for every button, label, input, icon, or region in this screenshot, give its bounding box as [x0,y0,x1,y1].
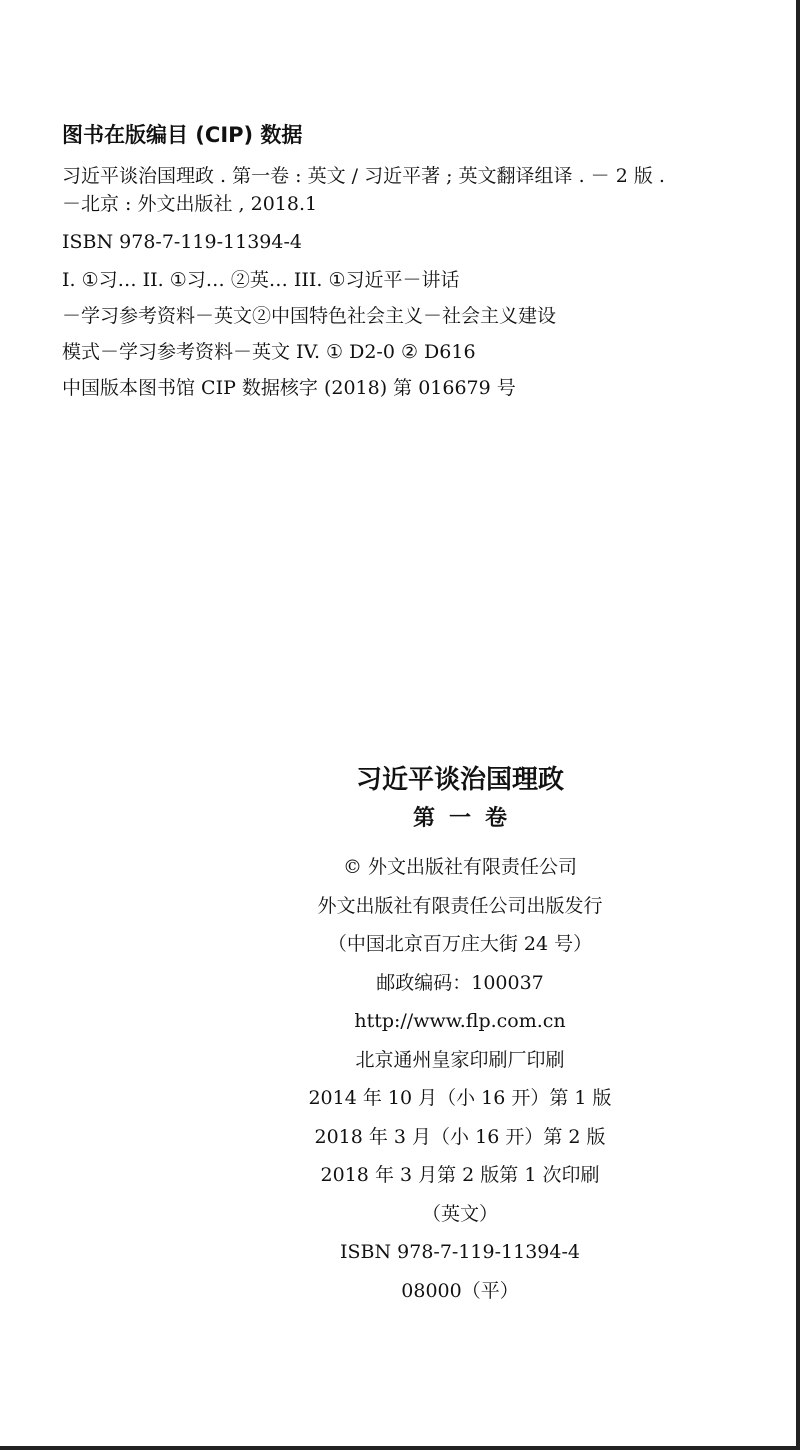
isbn-line: ISBN 978-7-119-11394-4 [340,1241,580,1263]
copyright-holder: © 外文出版社有限责任公司 [342,856,578,878]
printer: 北京通州皇家印刷厂印刷 [355,1048,565,1071]
first-edition-line: 2014 年 10 月（小 16 开）第 1 版 [308,1087,612,1109]
cip-isbn-line: ISBN 978-7-119-11394-4 [62,231,302,253]
cip-publisher-line: －北京 : 外文出版社 , 2018.1 [62,193,318,215]
cip-subject-line-2: －学习参考资料－英文②中国特色社会主义－社会主义建设 [62,305,557,327]
printing-line: 2018 年 3 月第 2 版第 1 次印刷 [320,1164,600,1186]
second-edition-line: 2018 年 3 月（小 16 开）第 2 版 [314,1125,606,1148]
cip-data-block [62,118,762,402]
book-title: 习近平谈治国理政 [355,765,564,795]
cip-subject-line-1: I. ①习… II. ①习… ②英… III. ①习近平－讲话 [62,269,460,291]
publisher-distributor: 外文出版社有限责任公司出版发行 [317,894,603,917]
publisher-address: （中国北京百万庄大街 24 号） [327,933,593,955]
publisher-website: http://www.flp.com.cn [354,1010,566,1032]
cip-record-number-line: 中国版本图书馆 CIP 数据核字 (2018) 第 016679 号 [62,377,516,399]
cip-subject-line-3: 模式－学习参考资料－英文 IV. ① D2-0 ② D616 [62,341,476,363]
volume-label: 第一卷 [412,806,521,831]
cip-title-line: 习近平谈治国理政 . 第一卷 : 英文 / 习近平著 ; 英文翻译组译 . － 2 版 . [62,165,665,187]
cip-heading: 图书在版编目 (CIP) 数据 [62,123,303,147]
language-line: （英文） [421,1202,498,1225]
postal-code: 邮政编码：100037 [376,971,544,994]
price-code-line: 08000（平） [401,1279,519,1302]
colophon-block [150,762,770,1310]
